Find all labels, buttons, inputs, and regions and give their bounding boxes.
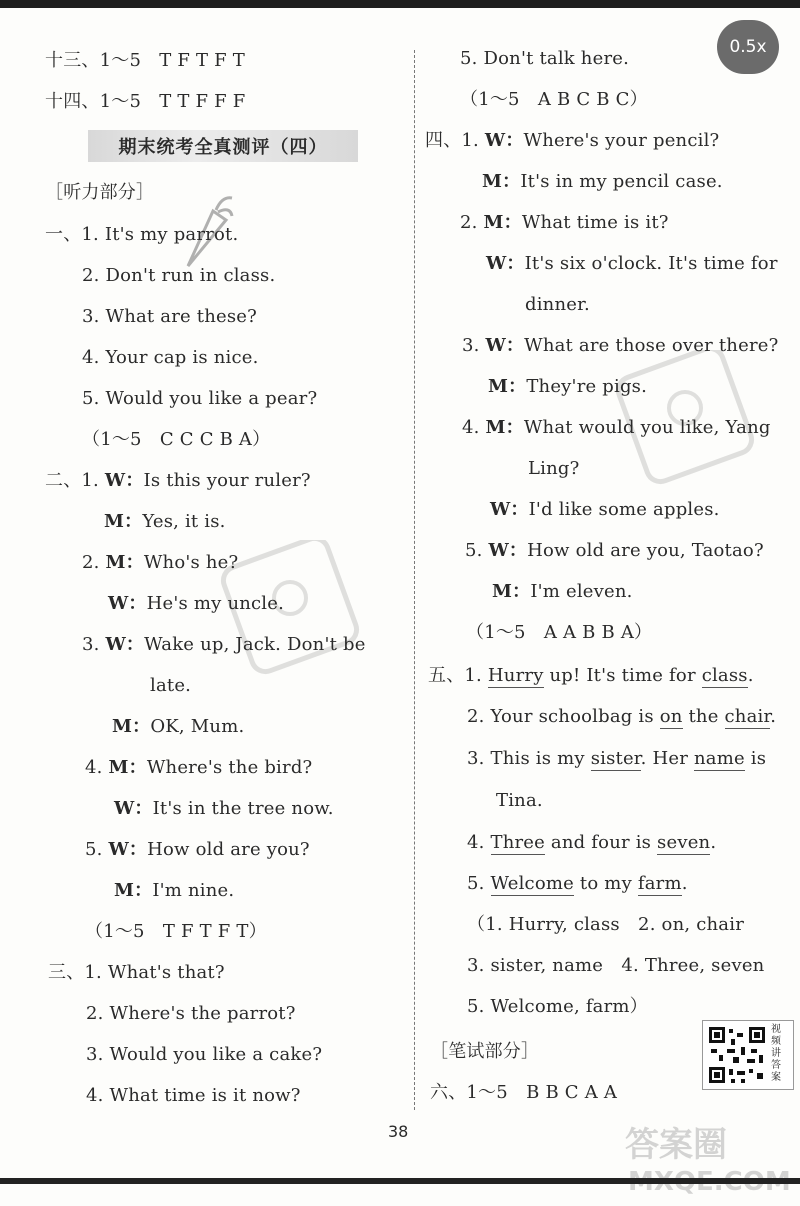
dialogue-line xyxy=(462,333,778,359)
answer-key: （1～5 A A B B A） xyxy=(466,622,653,643)
text-line: 2. Where's the parrot? xyxy=(86,1003,296,1024)
speaker-label: W： xyxy=(108,593,147,614)
sentence-text: . xyxy=(747,665,754,686)
sentence-text: and four is xyxy=(545,832,658,853)
dialogue-text: They're pigs. xyxy=(526,376,648,397)
answer-key: （1～5 T F T F T） xyxy=(85,921,267,942)
underlined-answer: class xyxy=(701,665,748,686)
speaker-label: M： xyxy=(114,880,153,901)
dialogue-line xyxy=(112,714,244,740)
speaker-label: W： xyxy=(114,798,153,819)
sentence-text: . xyxy=(770,706,777,727)
dialogue-text: I'd like some apples. xyxy=(528,499,720,520)
text-line: 4. What time is it now? xyxy=(86,1085,301,1106)
dialogue-line xyxy=(82,632,366,658)
dialogue-text: How old are you? xyxy=(147,839,310,860)
top-edge xyxy=(0,0,800,8)
underlined-answer: Welcome xyxy=(490,873,574,894)
underlined-answer: chair xyxy=(724,706,771,727)
speaker-label: M： xyxy=(105,552,144,573)
dialogue-text: It's in my pencil case. xyxy=(520,171,723,192)
item-number: 4. xyxy=(467,832,491,853)
item-number: 4. xyxy=(462,417,486,438)
dialogue-line xyxy=(486,251,778,277)
dialogue-text: Yes, it is. xyxy=(142,511,226,532)
answer-key: 3. sister, name 4. Three, seven xyxy=(467,955,765,976)
dialogue-line xyxy=(462,415,771,441)
sentence-text: . xyxy=(681,873,688,894)
dialogue-line xyxy=(85,755,312,781)
dialogue-text: Where's the bird? xyxy=(146,757,313,778)
dialogue-text: I'm nine. xyxy=(152,880,235,901)
speaker-label: M： xyxy=(108,757,147,778)
answer-line-13: 十三、1～5 T F T F T xyxy=(45,50,245,71)
answer-key: （1～5 A B C B C） xyxy=(460,89,648,110)
text-line: 3. Would you like a cake? xyxy=(86,1044,323,1065)
dialogue-text: It's in the tree now. xyxy=(152,798,334,819)
item-number: 2. xyxy=(460,212,484,233)
answer-key: 5. Welcome, farm） xyxy=(467,996,648,1017)
sentence-text: 2. Your schoolbag is xyxy=(467,706,660,727)
text-line: 3. What are these? xyxy=(82,306,258,327)
section-title: 期末统考全真测评（四） xyxy=(88,130,358,162)
text-line: 5. Would you like a pear? xyxy=(82,388,318,409)
dialogue-line xyxy=(85,837,310,863)
item-number: 二、1. xyxy=(45,470,105,491)
dialogue-line xyxy=(460,210,669,236)
dialogue-line xyxy=(108,591,284,617)
site-watermark-logo xyxy=(620,1116,795,1196)
text-line: 4. Your cap is nice. xyxy=(82,347,259,368)
listening-part-heading: ［听力部分］ xyxy=(45,182,155,203)
speaker-label: M： xyxy=(104,511,143,532)
speaker-label: W： xyxy=(490,499,529,520)
fill-in-line xyxy=(467,746,766,772)
item-number: 五、1. xyxy=(428,665,488,686)
speaker-label: M： xyxy=(112,716,151,737)
item-number: 四、1. xyxy=(425,130,485,151)
dialogue-line xyxy=(482,169,723,195)
item-number: 3. xyxy=(82,634,106,655)
column-divider xyxy=(414,50,415,1110)
text-line: 三、1. What's that? xyxy=(48,962,225,983)
dialogue-text: I'm eleven. xyxy=(530,581,633,602)
text-line: 5. Don't talk here. xyxy=(460,48,630,69)
dialogue-line xyxy=(490,497,720,523)
answer-line-6: 六、1～5 B B C A A xyxy=(430,1082,618,1103)
dialogue-line xyxy=(114,796,334,822)
sentence-text: to my xyxy=(573,873,638,894)
dialogue-line xyxy=(45,468,311,494)
dialogue-line xyxy=(425,128,719,154)
text-line: Tina. xyxy=(496,790,543,811)
answer-line-14: 十四、1～5 T T F F F xyxy=(45,91,246,112)
svg-text:答案圈: 答案圈 xyxy=(625,1125,727,1165)
text-line: Ling? xyxy=(528,458,580,479)
zoom-level-badge[interactable]: 0.5x xyxy=(717,20,779,74)
speaker-label: W： xyxy=(484,130,524,151)
item-number: 5. xyxy=(465,540,489,561)
item-number: 2. xyxy=(82,552,106,573)
sentence-text: the xyxy=(682,706,725,727)
item-number: 5. xyxy=(85,839,109,860)
sentence-text: is xyxy=(744,748,767,769)
underlined-answer: Three xyxy=(490,832,546,853)
qr-code-icon xyxy=(707,1025,767,1085)
underlined-answer: seven xyxy=(657,832,711,853)
text-line: 一、1. It's my parrot. xyxy=(45,224,239,245)
speaker-label: M： xyxy=(483,212,522,233)
speaker-label: M： xyxy=(492,581,531,602)
text-line: dinner. xyxy=(525,294,590,315)
fill-in-line xyxy=(428,663,754,689)
item-number: 4. xyxy=(85,757,109,778)
dialogue-line xyxy=(114,878,234,904)
underlined-answer: sister xyxy=(590,748,641,769)
speaker-label: M： xyxy=(488,376,527,397)
fill-in-line xyxy=(467,830,716,856)
underlined-answer: name xyxy=(693,748,745,769)
dialogue-line xyxy=(104,509,226,535)
item-number: 5. xyxy=(467,873,491,894)
qr-caption: 视频讲答案 xyxy=(771,1024,781,1083)
sentence-text: 3. This is my xyxy=(467,748,591,769)
dialogue-line xyxy=(492,579,633,605)
speaker-label: W： xyxy=(486,253,525,274)
speaker-label: W： xyxy=(488,540,528,561)
fill-in-line xyxy=(467,704,776,730)
dialogue-text: Wake up, Jack. Don't be xyxy=(144,634,366,655)
fill-in-line xyxy=(467,871,688,897)
underlined-answer: on xyxy=(659,706,683,727)
speaker-label: W： xyxy=(104,470,144,491)
dialogue-line xyxy=(82,550,238,576)
dialogue-text: Is this your ruler? xyxy=(143,470,311,491)
dialogue-text: It's six o'clock. It's time for xyxy=(524,253,778,274)
dialogue-text: He's my uncle. xyxy=(146,593,285,614)
item-number: 3. xyxy=(462,335,486,356)
dialogue-line xyxy=(488,374,647,400)
written-part-heading: ［笔试部分］ xyxy=(430,1041,540,1062)
answer-key: （1～5 C C C B A） xyxy=(82,429,271,450)
sentence-text: . xyxy=(710,832,717,853)
dialogue-text: OK, Mum. xyxy=(150,716,245,737)
underlined-answer: farm xyxy=(637,873,682,894)
dialogue-text: Where's your pencil? xyxy=(523,130,720,151)
dialogue-text: What time is it? xyxy=(521,212,669,233)
sentence-text: . Her xyxy=(640,748,694,769)
dialogue-line xyxy=(465,538,764,564)
qr-code[interactable] xyxy=(702,1020,794,1090)
speaker-label: W： xyxy=(485,335,525,356)
speaker-label: M： xyxy=(485,417,524,438)
dialogue-text: How old are you, Taotao? xyxy=(527,540,764,561)
answer-key: （1. Hurry, class 2. on, chair xyxy=(467,914,744,935)
dialogue-text: Who's he? xyxy=(143,552,239,573)
speaker-label: M： xyxy=(482,171,521,192)
speaker-label: W： xyxy=(105,634,145,655)
speaker-label: W： xyxy=(108,839,148,860)
underlined-answer: Hurry xyxy=(487,665,544,686)
text-line: 2. Don't run in class. xyxy=(82,265,276,286)
bottom-edge xyxy=(0,1178,800,1184)
page-number: 38 xyxy=(388,1122,409,1141)
dialogue-text: What would you like, Yang xyxy=(523,417,771,438)
dialogue-text: What are those over there? xyxy=(524,335,779,356)
text-line: late. xyxy=(150,675,192,696)
sentence-text: up! It's time for xyxy=(543,665,702,686)
